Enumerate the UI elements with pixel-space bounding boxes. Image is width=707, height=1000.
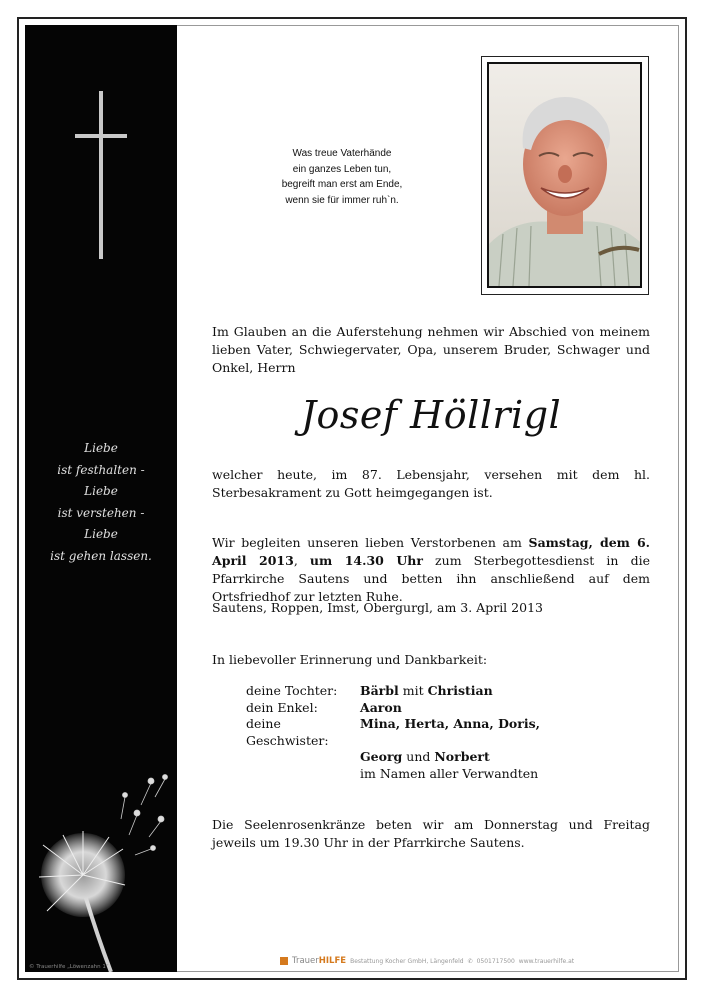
heirs-list	[246, 683, 540, 782]
quote-line: begreift man erst am Ende,	[281, 179, 403, 190]
heir-name: Aaron	[360, 699, 402, 715]
heir-connector: mit	[398, 683, 428, 698]
intro-text: Im Glauben an die Auferstehung nehmen wir Abschied von meinem lieben Vater, Schwiegervater, Opa, unserem Bruder, Schwager und Onkel, Herrn	[212, 324, 650, 375]
heir-relation: deine Geschwister:	[246, 716, 329, 748]
funeral-post: zum Sterbegottesdienst in die Pfarrkirche Sautens und betten ihn anschließend auf dem Ortsfriedhof zur letzten Ruhe.	[212, 553, 650, 604]
heir-row	[246, 716, 540, 749]
heir-names	[360, 683, 493, 700]
phone-icon: ✆	[467, 957, 473, 965]
heir-name: Christian	[427, 683, 493, 698]
heir-row	[246, 683, 540, 700]
poem-line: ist festhalten -	[57, 462, 145, 477]
funeral-pre: Wir begleiten unseren lieben Verstorbenen am	[212, 535, 529, 550]
heir-connector: und	[402, 749, 435, 764]
poem-line: Liebe	[84, 441, 118, 455]
portrait-image	[489, 64, 640, 286]
heir-relation: deine Tochter:	[246, 683, 338, 698]
poem-line: ist verstehen -	[57, 505, 145, 520]
poem-line: ist gehen lassen.	[50, 548, 152, 563]
funeral-comma: ,	[293, 553, 310, 568]
cross-icon	[99, 91, 103, 259]
quote	[242, 146, 442, 208]
heir-row	[246, 700, 540, 717]
portrait-frame	[481, 56, 649, 295]
brand-part: HILFE	[318, 956, 347, 966]
quote-line: wenn sie für immer ruh`n.	[285, 194, 399, 206]
funeral-time: um 14.30 Uhr	[309, 553, 423, 568]
heir-name: Norbert	[434, 749, 490, 764]
copyright-text: © Trauerhilfe „Löwenzahn 1“	[29, 964, 109, 970]
sidebar-poem	[25, 438, 177, 567]
passing-text: welcher heute, im 87. Lebensjahr, versehen mit dem hl. Sterbesakrament zu Gott heimgegangen ist.	[212, 467, 650, 500]
place-date: Sautens, Roppen, Imst, Obergurgl, am 3. April 2013	[212, 600, 543, 615]
memory-line: In liebevoller Erinnerung und Dankbarkeit:	[212, 652, 488, 667]
quote-line: ein ganzes Leben tun,	[292, 163, 392, 175]
quote-line: Was treue Vaterhände	[292, 148, 392, 159]
funeral-text	[212, 534, 650, 606]
black-sidebar	[25, 25, 177, 972]
heir-name: Bärbl	[360, 683, 399, 698]
poem-line: Liebe	[84, 484, 118, 498]
heir-name: Georg	[360, 749, 403, 764]
trauerhilfe-logo-icon	[280, 957, 288, 965]
brand-name	[292, 956, 346, 966]
relatives-line: im Namen aller Verwandten	[360, 765, 539, 781]
website: www.trauerhilfe.at	[518, 957, 575, 965]
heir-row	[246, 766, 540, 783]
funeral-date: Samstag, dem 6. April 2013	[212, 535, 650, 568]
poem-line: Liebe	[84, 527, 118, 541]
footer	[280, 956, 574, 966]
dandelion-icon	[25, 745, 177, 972]
heir-relation: dein Enkel:	[246, 699, 318, 715]
deceased-name: Josef Höllrigl	[300, 393, 562, 437]
heir-names	[360, 749, 490, 766]
heir-row	[246, 749, 540, 766]
cross-icon-bar	[75, 134, 127, 138]
brand-part: Trauer	[292, 956, 319, 966]
portrait-photo	[487, 62, 642, 288]
phone-number: 0501717500	[476, 957, 515, 965]
company-name: Bestattung Kocher GmbH, Längenfeld	[350, 957, 464, 965]
heir-name: Mina, Herta, Anna, Doris,	[360, 716, 540, 731]
rosary-text: Die Seelenrosenkränze beten wir am Donnerstag und Freitag jeweils um 19.30 Uhr in der Pfarrkirche Sautens.	[212, 817, 650, 850]
